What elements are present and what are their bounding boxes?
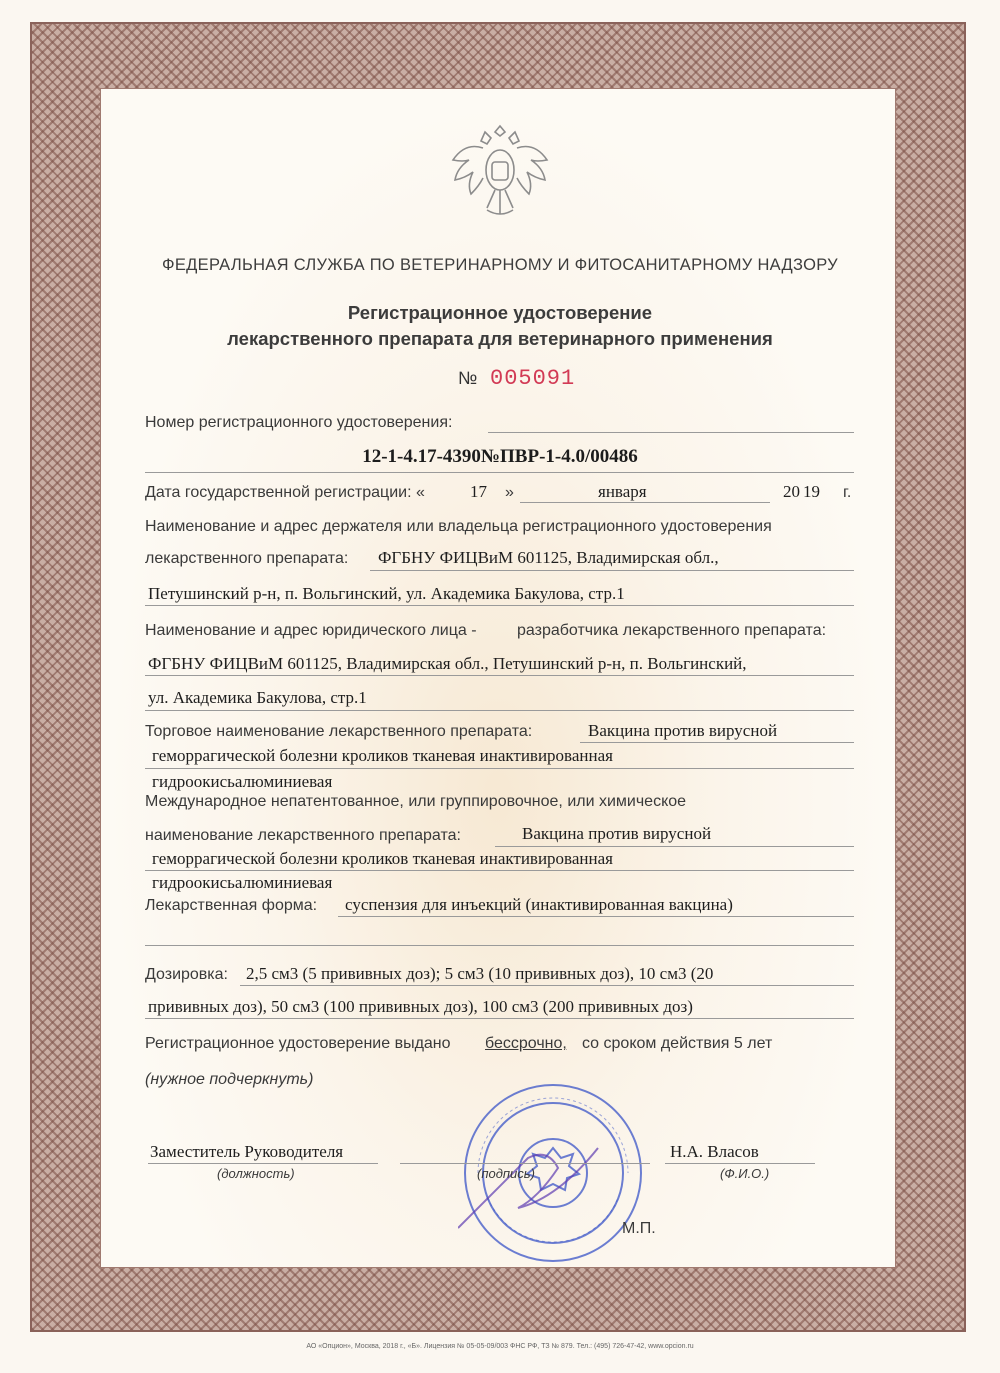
trade-name-value-3: гидроокисьалюминиевая (152, 772, 333, 791)
title-line-1: Регистрационное удостоверение (347, 302, 653, 323)
number-sign: № (458, 368, 478, 388)
form-label: Лекарственная форма: (145, 897, 318, 914)
validity-prefix: Регистрационное удостоверение выдано (145, 1035, 451, 1052)
inn-label-1: Международное непатентованное, или группировочное, или химическое (145, 793, 687, 810)
developer-label-cont: разработчика лекарственного препарата: (517, 622, 827, 639)
dosage-value-2: прививных доз), 50 см3 (100 прививных доз), 100 см3 (200 прививных доз) (148, 997, 693, 1016)
inn-value-1: Вакцина против вирусной (522, 824, 712, 843)
holder-value-1: ФГБНУ ФИЦВиМ 601125, Владимирская обл., (378, 548, 719, 567)
trade-name-value-1: Вакцина против вирусной (588, 721, 778, 740)
trade-name-value-2: геморрагической болезни кроликов тканевая инактивированная (152, 746, 613, 765)
trade-name-label: Торговое наименование лекарственного препарата: (145, 723, 533, 740)
holder-value-2: Петушинский р-н, п. Вольгинский, ул. Академика Бакулова, стр.1 (148, 584, 625, 603)
inn-value-2: геморрагической болезни кроликов тканевая инактивированная (152, 849, 613, 868)
validity-option-indefinite: бессрочно, (485, 1035, 567, 1052)
holder-label-2: лекарственного препарата: (145, 550, 349, 567)
inn-label-2: наименование лекарственного препарата: (145, 827, 461, 844)
signatory-name: Н.А. Власов (670, 1142, 759, 1161)
dosage-value-1: 2,5 см3 (5 прививных доз); 5 см3 (10 прививных доз), 10 см3 (20 (246, 964, 714, 983)
dosage-label: Дозировка: (145, 966, 228, 983)
coat-of-arms-icon (445, 118, 555, 228)
printer-footer: АО «Опцион», Москва, 2018 г., «Б». Лицензия № 05-05-09/003 ФНС РФ, ТЗ № 879. Тел.: (495) 726-47-42, www.opcion.ru (306, 1343, 694, 1350)
holder-label-1: Наименование и адрес держателя или владельца регистрационного удостоверения (145, 518, 772, 535)
reg-number-value: 12-1-4.17-4390№ПВР-1-4.0/00486 (362, 446, 638, 467)
position-caption: (должность) (217, 1166, 295, 1181)
developer-value-2: ул. Академика Бакулова, стр.1 (148, 688, 367, 707)
developer-value-1: ФГБНУ ФИЦВиМ 601125, Владимирская обл., Петушинский р-н, п. Вольгинский, (148, 654, 747, 673)
date-year-prefix: 20 (783, 482, 800, 501)
agency-name: ФЕДЕРАЛЬНАЯ СЛУЖБА ПО ВЕТЕРИНАРНОМУ И ФИТОСАНИТАРНОМУ НАДЗОРУ (162, 256, 838, 274)
date-label: Дата государственной регистрации: « (145, 484, 425, 501)
reg-number-label: Номер регистрационного удостоверения: (145, 414, 453, 431)
inn-value-3: гидроокисьалюминиевая (152, 873, 333, 892)
date-close-quote: » (505, 484, 514, 501)
date-year-suffix: 19 (803, 482, 820, 501)
validity-option-5-years: со сроком действия 5 лет (582, 1035, 773, 1052)
date-day: 17 (470, 482, 487, 501)
developer-label: Наименование и адрес юридического лица - (145, 622, 477, 639)
form-number: 005091 (490, 366, 576, 391)
title-line-2: лекарственного препарата для ветеринарного применения (227, 328, 773, 349)
form-value: суспензия для инъекций (инактивированная вакцина) (345, 895, 733, 914)
validity-note: (нужное подчеркнуть) (145, 1071, 314, 1088)
seal-place: М.П. (622, 1220, 656, 1237)
date-month: января (598, 482, 647, 501)
signature-caption: (подпись) (477, 1166, 535, 1181)
signatory-position: Заместитель Руководителя (150, 1142, 344, 1161)
name-caption: (Ф.И.О.) (720, 1166, 770, 1181)
date-year-end: г. (843, 484, 852, 501)
